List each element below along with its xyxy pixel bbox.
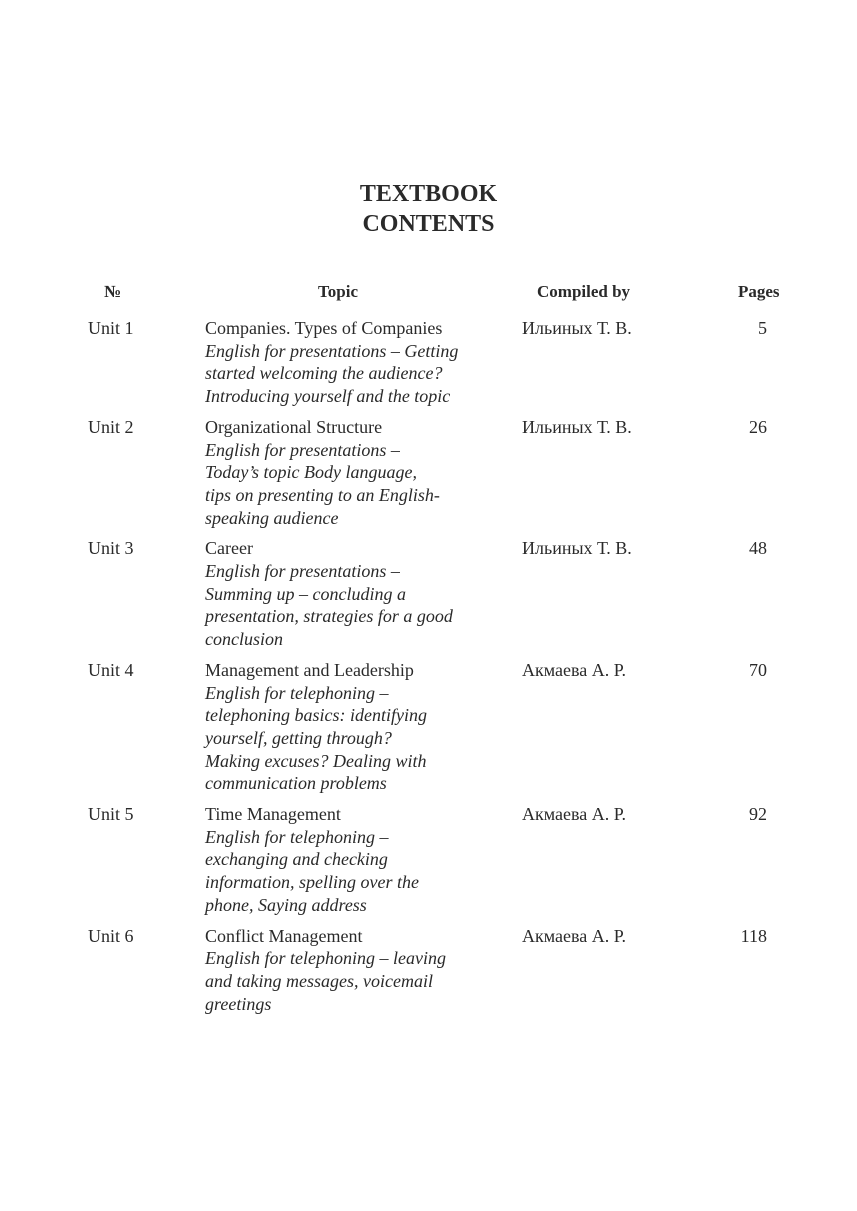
header-pages: Pages bbox=[738, 282, 780, 301]
header-number: № bbox=[104, 282, 122, 301]
topic-subtitle-line: English for telephoning – bbox=[205, 826, 389, 847]
table-row bbox=[0, 925, 857, 1016]
topic-subtitle-line: yourself, getting through? bbox=[205, 727, 392, 748]
compiled-by: Акмаева А. Р. bbox=[522, 659, 627, 680]
compiled-by: Акмаева А. Р. bbox=[522, 925, 627, 946]
unit-number: Unit 6 bbox=[88, 925, 134, 946]
topic-subtitle-line: English for presentations – bbox=[205, 561, 400, 582]
page-number: 48 bbox=[749, 538, 767, 559]
topic-subtitle-line: English for presentations – Getting bbox=[205, 340, 459, 361]
table-row bbox=[0, 803, 857, 917]
topic-subtitle-line: English for telephoning – leaving bbox=[205, 948, 446, 969]
topic-subtitle-line: Summing up – concluding a bbox=[205, 583, 406, 604]
table-row bbox=[0, 537, 857, 651]
topic-subtitle-line: Introducing yourself and the topic bbox=[205, 386, 451, 407]
topic-subtitle-line: exchanging and checking bbox=[205, 849, 388, 870]
page-title bbox=[0, 179, 857, 239]
unit-number: Unit 3 bbox=[88, 538, 134, 559]
page-number: 26 bbox=[749, 416, 767, 437]
topic-subtitle-line: started welcoming the audience? bbox=[205, 363, 443, 384]
topic-cell bbox=[205, 659, 490, 795]
topic-subtitle-line: English for presentations – bbox=[205, 439, 400, 460]
table-row bbox=[0, 416, 857, 530]
topic-title: Career bbox=[205, 538, 253, 559]
topic-subtitle-line: conclusion bbox=[205, 629, 283, 650]
topic-cell bbox=[205, 803, 490, 917]
compiled-by: Ильиных Т. В. bbox=[522, 416, 632, 437]
topic-subtitle-line: tips on presenting to an English- bbox=[205, 484, 440, 505]
unit-number: Unit 5 bbox=[88, 804, 134, 825]
topic-subtitle-line: Making excuses? Dealing with bbox=[205, 750, 427, 771]
topic-subtitle-line: Today’s topic Body language, bbox=[205, 462, 417, 483]
page-number: 118 bbox=[740, 925, 767, 946]
title-line-2: CONTENTS bbox=[362, 211, 495, 237]
page-number: 5 bbox=[758, 318, 767, 338]
table-row bbox=[0, 659, 857, 795]
topic-subtitle-line: greetings bbox=[205, 993, 272, 1014]
compiled-by: Акмаева А. Р. bbox=[522, 804, 627, 825]
topic-subtitle-line: speaking audience bbox=[205, 507, 339, 528]
contents-table bbox=[0, 317, 857, 1023]
topic-title: Conflict Management bbox=[205, 925, 363, 946]
topic-subtitle-line: communication problems bbox=[205, 773, 387, 794]
page-number: 92 bbox=[749, 804, 767, 825]
table-header bbox=[0, 282, 857, 304]
topic-title: Management and Leadership bbox=[205, 659, 414, 680]
page-number: 70 bbox=[749, 659, 767, 680]
topic-cell bbox=[205, 537, 490, 651]
topic-subtitle-line: phone, Saying address bbox=[205, 894, 367, 915]
topic-title: Time Management bbox=[205, 804, 341, 825]
table-row bbox=[0, 317, 857, 408]
topic-subtitle-line: English for telephoning – bbox=[205, 682, 389, 703]
header-compiled-by: Compiled by bbox=[537, 282, 631, 301]
topic-subtitle-line: presentation, strategies for a good bbox=[205, 606, 453, 627]
unit-number: Unit 1 bbox=[88, 318, 134, 338]
topic-subtitle-line: information, spelling over the bbox=[205, 872, 419, 893]
topic-title: Organizational Structure bbox=[205, 416, 383, 437]
topic-cell bbox=[205, 925, 490, 1016]
topic-cell bbox=[205, 416, 490, 530]
title-line-1: TEXTBOOK bbox=[359, 181, 498, 207]
topic-subtitle-line: and taking messages, voicemail bbox=[205, 970, 433, 991]
topic-title: Companies. Types of Companies bbox=[205, 318, 443, 338]
topic-subtitle-line: telephoning basics: identifying bbox=[205, 705, 427, 726]
compiled-by: Ильиных Т. В. bbox=[522, 318, 632, 338]
unit-number: Unit 2 bbox=[88, 416, 134, 437]
unit-number: Unit 4 bbox=[88, 659, 134, 680]
header-topic: Topic bbox=[318, 282, 359, 301]
topic-cell bbox=[205, 317, 490, 408]
compiled-by: Ильиных Т. В. bbox=[522, 538, 632, 559]
